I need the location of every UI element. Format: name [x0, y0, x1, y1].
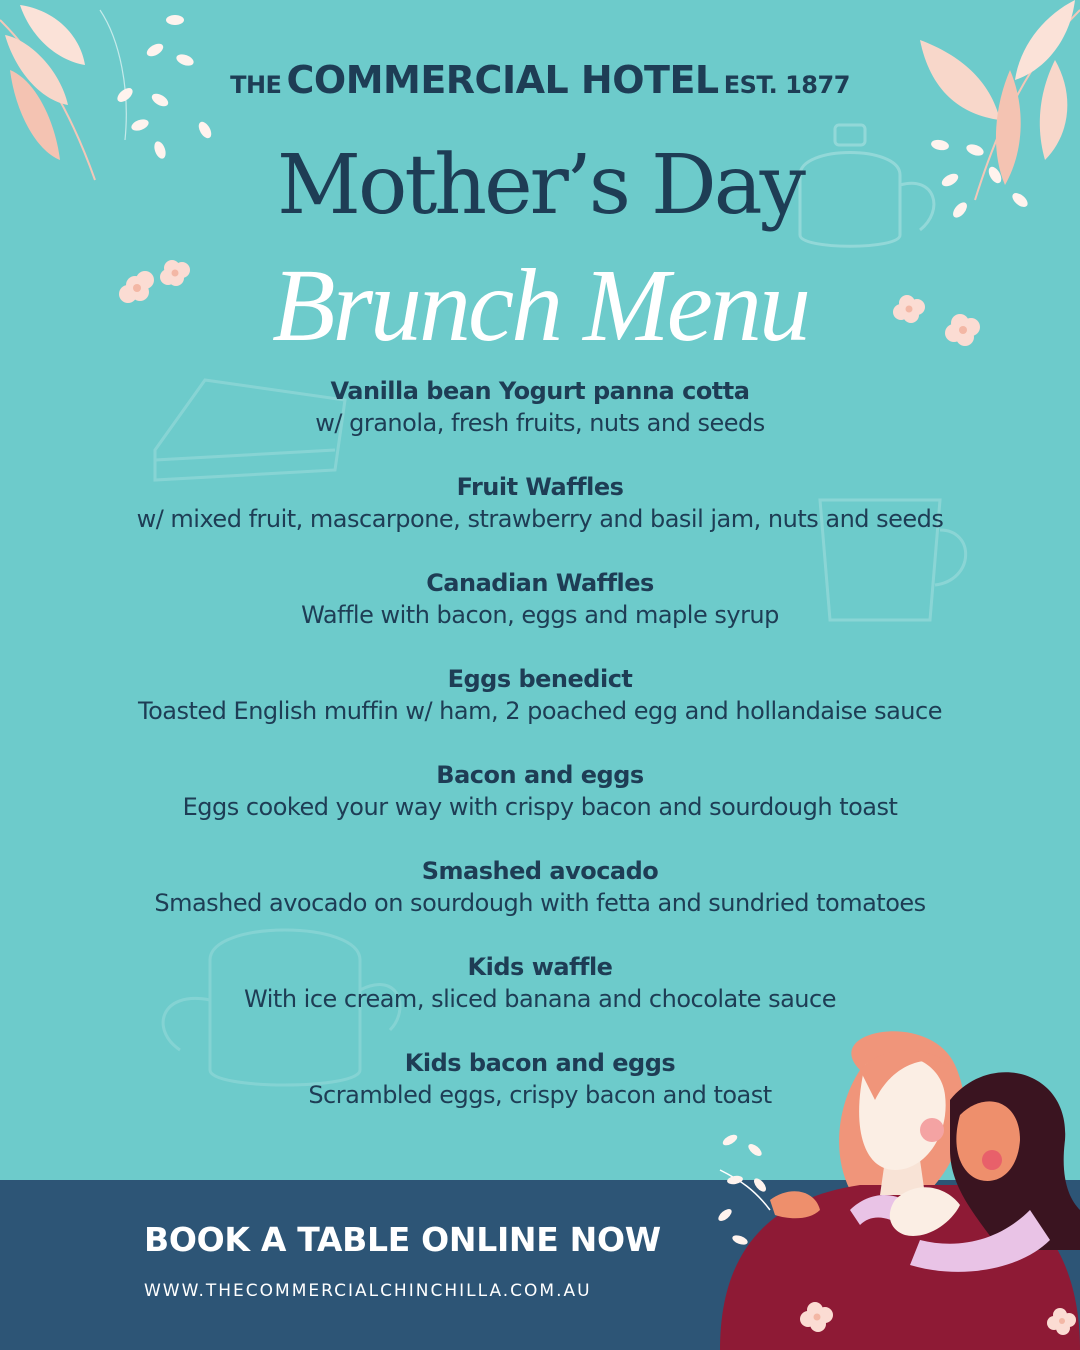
brand-suffix: EST. 1877 — [723, 71, 850, 99]
menu-item — [0, 375, 1080, 471]
menu-item-name: Canadian Waffles — [426, 569, 654, 597]
menu-item-desc: Toasted English muffin w/ ham, 2 poached egg and hollandaise sauce — [138, 697, 942, 725]
menu-item — [0, 663, 1080, 759]
menu-item-name: Kids waffle — [467, 953, 613, 981]
menu-item-name: Eggs benedict — [447, 665, 633, 693]
menu-item — [0, 855, 1080, 951]
menu-item — [0, 567, 1080, 663]
menu-item-desc: Smashed avocado on sourdough with fetta and sundried tomatoes — [154, 889, 926, 917]
brand-name: COMMERCIAL HOTEL — [286, 58, 719, 102]
menu-item-desc: Waffle with bacon, eggs and maple syrup — [301, 601, 779, 629]
hotel-brand — [0, 58, 1080, 102]
menu-item-name: Vanilla bean Yogurt panna cotta — [330, 377, 750, 405]
menu-item-name: Fruit Waffles — [456, 473, 624, 501]
menu-item-name: Bacon and eggs — [436, 761, 644, 789]
mother-daughter-illustration-icon — [700, 1010, 1080, 1350]
menu-item-desc: w/ mixed fruit, mascarpone, strawberry and basil jam, nuts and seeds — [136, 505, 944, 533]
menu-item-desc: Scrambled eggs, crispy bacon and toast — [308, 1081, 772, 1109]
book-table-cta[interactable]: BOOK A TABLE ONLINE NOW — [144, 1220, 661, 1259]
brand-prefix: THE — [230, 71, 282, 99]
menu-item-desc: w/ granola, fresh fruits, nuts and seeds — [315, 409, 765, 437]
website-link[interactable]: WWW.THECOMMERCIALCHINCHILLA.COM.AU — [144, 1281, 592, 1301]
menu-item-name: Kids bacon and eggs — [404, 1049, 676, 1077]
menu-item-desc: Eggs cooked your way with crispy bacon and sourdough toast — [182, 793, 898, 821]
menu-item-name: Smashed avocado — [421, 857, 659, 885]
menu-item — [0, 471, 1080, 567]
menu-item — [0, 759, 1080, 855]
title-mothers-day: Mother’s Day — [277, 138, 803, 233]
menu-item-desc: With ice cream, sliced banana and chocolate sauce — [244, 985, 836, 1013]
title-brunch-menu: Brunch Menu — [272, 248, 808, 363]
